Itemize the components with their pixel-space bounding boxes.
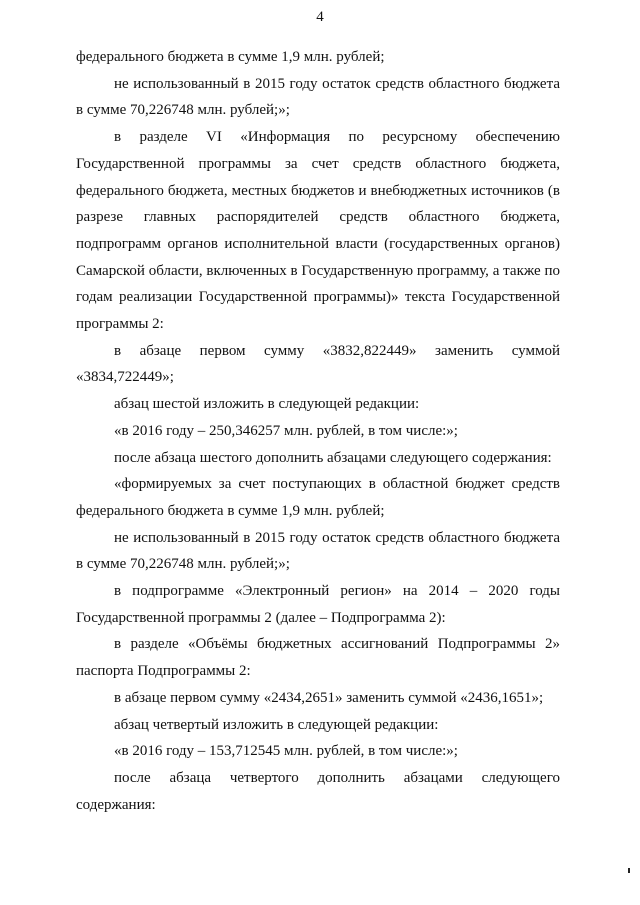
- paragraph-14: «в 2016 году – 153,712545 млн. рублей, в том числе:»;: [114, 743, 458, 760]
- paragraph-2: не использованный в 2015 году остаток средств областного бюджета в сумме 70,226748 млн. рублей;»;: [76, 75, 560, 119]
- paragraph-6: «в 2016 году – 250,346257 млн. рублей, в том числе:»;: [114, 422, 458, 439]
- paragraph-13: абзац четвертый изложить в следующей редакции:: [114, 716, 439, 733]
- paragraph-11: в разделе «Объёмы бюджетных ассигнований Подпрограммы 2» паспорта Подпрограммы 2:: [76, 636, 560, 680]
- paragraph-1: федерального бюджета в сумме 1,9 млн. рублей;: [76, 49, 385, 65]
- paragraph-3: в разделе VI «Информация по ресурсному обеспечению Государственной программы за счет средств областного бюджета, федерального бюджета, местных бюджетов и внебюджетных источников (в разрезе главных распорядителей средств областного бюджета, подпрограмм органов исполнительной власти (государственных органов) Самарской области, включенных в Государственную программу, а также по годам реализации Государственной программы)» текста Государственной программы 2:: [76, 129, 560, 333]
- paragraph-7: после абзаца шестого дополнить абзацами следующего содержания:: [114, 449, 552, 466]
- paragraph-4: в абзаце первом сумму «3832,822449» заменить суммой «3834,722449»;: [76, 342, 560, 386]
- document-body: [76, 44, 560, 818]
- paragraph-9: не использованный в 2015 году остаток средств областного бюджета в сумме 70,226748 млн. рублей;»;: [76, 529, 560, 573]
- paragraph-12: в абзаце первом сумму «2434,2651» заменить суммой «2436,1651»;: [114, 689, 544, 706]
- paragraph-15: после абзаца четвертого дополнить абзацами следующего содержания:: [76, 769, 560, 813]
- paragraph-8: «формируемых за счет поступающих в областной бюджет средств федерального бюджета в сумме 1,9 млн. рублей;: [76, 476, 560, 519]
- paragraph-10: в подпрограмме «Электронный регион» на 2014 – 2020 годы Государственной программы 2 (далее – Подпрограмма 2):: [76, 583, 560, 626]
- paragraph-5: абзац шестой изложить в следующей редакции:: [114, 396, 420, 413]
- page-number: 4: [316, 9, 324, 25]
- scan-edge-mark: [628, 868, 630, 873]
